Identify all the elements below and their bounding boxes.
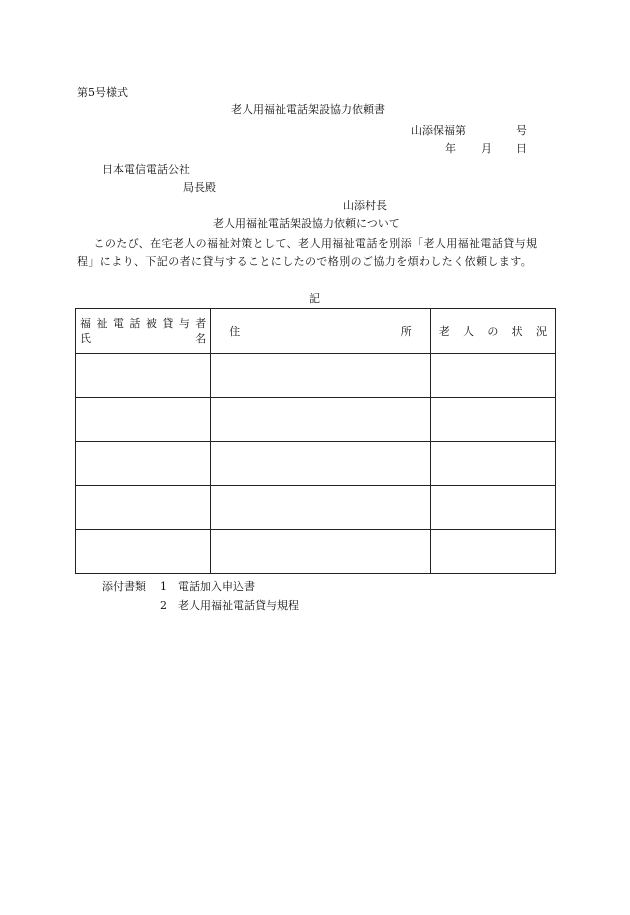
table-row bbox=[76, 530, 556, 574]
header-address-left: 住 bbox=[229, 325, 241, 338]
header-address-right: 所 bbox=[400, 325, 412, 338]
date-year-label: 年 bbox=[445, 142, 456, 155]
header-name-right: 名 bbox=[195, 332, 207, 345]
table-body bbox=[76, 354, 556, 574]
table-cell-address[interactable] bbox=[211, 486, 430, 530]
table-cell-condition[interactable] bbox=[430, 354, 555, 398]
header-address bbox=[211, 309, 430, 354]
attachment-item-text: 電話加入申込書 bbox=[178, 580, 255, 593]
table-row bbox=[76, 486, 556, 530]
table-cell-condition[interactable] bbox=[430, 486, 555, 530]
header-recipient-line1: 福 祉 電 話 被 貸 与 者 bbox=[80, 317, 207, 330]
sender: 山添村長 bbox=[343, 199, 387, 212]
addressee-title: 局長殿 bbox=[183, 181, 216, 194]
subject-line: 老人用福祉電話架設協力依頼について bbox=[213, 217, 400, 230]
attachment-item-number: 1 bbox=[160, 580, 167, 593]
document-title: 老人用福祉電話架設協力依頼書 bbox=[231, 103, 385, 116]
date-month-label: 月 bbox=[481, 142, 492, 155]
header-recipient-line2 bbox=[80, 331, 206, 346]
table-cell-condition[interactable] bbox=[430, 398, 555, 442]
table-cell-address[interactable] bbox=[211, 354, 430, 398]
addressee-organization: 日本電信電話公社 bbox=[102, 163, 190, 176]
reference-number-suffix: 号 bbox=[516, 124, 527, 137]
header-recipient-name bbox=[76, 309, 211, 354]
table-row bbox=[76, 398, 556, 442]
table-cell-name[interactable] bbox=[76, 530, 211, 574]
table-cell-name[interactable] bbox=[76, 486, 211, 530]
date-day-label: 日 bbox=[516, 142, 527, 155]
reference-number-prefix: 山添保福第 bbox=[411, 124, 466, 137]
table-cell-name[interactable] bbox=[76, 354, 211, 398]
header-name-left: 氏 bbox=[80, 332, 91, 345]
table-cell-address[interactable] bbox=[211, 398, 430, 442]
header-condition bbox=[430, 309, 555, 354]
table-header-row bbox=[76, 309, 556, 354]
record-label: 記 bbox=[309, 292, 320, 305]
table-cell-name[interactable] bbox=[76, 442, 211, 486]
loan-recipient-table bbox=[75, 308, 556, 574]
body-paragraph: このたび、在宅老人の福祉対策として、老人用福祉電話を別添「老人用福祉電話貸与規程」により、下記の者に貸与することにしたので格別のご協力を煩わしたく依頼します。 bbox=[77, 237, 538, 268]
table-cell-condition[interactable] bbox=[430, 530, 555, 574]
table-cell-address[interactable] bbox=[211, 442, 430, 486]
attachment-item-text: 老人用福祉電話貸与規程 bbox=[178, 599, 299, 612]
table-cell-name[interactable] bbox=[76, 398, 211, 442]
table-row bbox=[76, 442, 556, 486]
form-number: 第5号様式 bbox=[77, 86, 128, 99]
attachment-item-number: 2 bbox=[160, 599, 167, 612]
header-condition-text: 老 人 の 状 況 bbox=[438, 325, 547, 338]
attachments-label: 添付書類 bbox=[102, 580, 146, 593]
table-cell-condition[interactable] bbox=[430, 442, 555, 486]
table-cell-address[interactable] bbox=[211, 530, 430, 574]
table-row bbox=[76, 354, 556, 398]
